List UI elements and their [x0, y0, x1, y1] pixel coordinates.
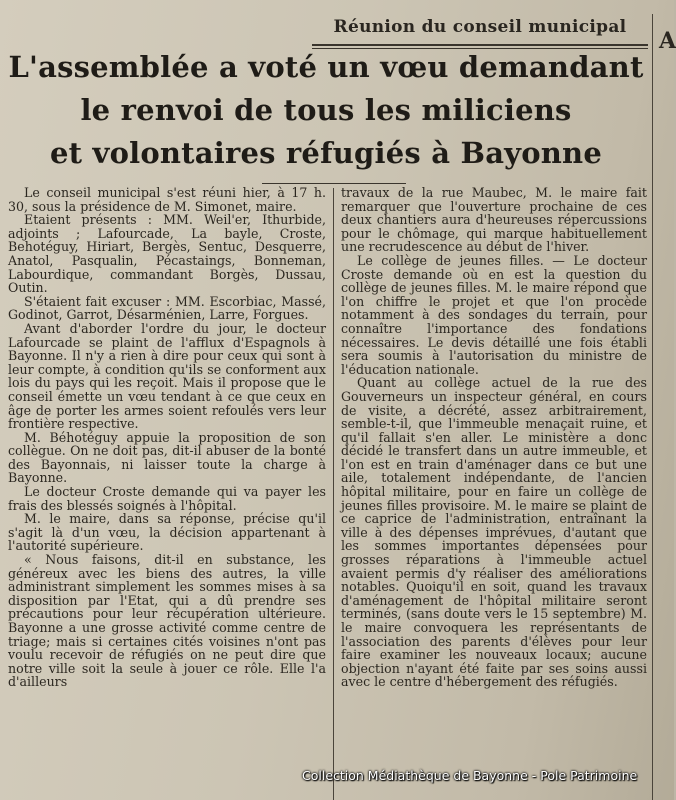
collection-credit: Collection Médiathèque de Bayonne - Pole Patrimoine	[302, 768, 638, 783]
paragraph: travaux de la rue Maubec, M. le maire fait remarquer que l'ouverture prochaine de ces deux chantiers aura d'heureuses répercussions pour le chômage, qui marque habituellement une recrudescence au début de l'hiver.	[341, 185, 647, 255]
adjacent-column-letter: A	[659, 28, 676, 54]
headline-rule	[262, 183, 406, 184]
section-heading: Réunion du conseil municipal	[312, 10, 648, 46]
paragraph: M. Béhotéguy appuie la proposition de son collègue. On ne doit pas, dit-il abuser de la bonté des Bayonnais, ni laisser toute la charge à Bayonne.	[8, 429, 326, 486]
headline-line: le renvoi de tous les miliciens	[80, 93, 572, 127]
paragraph: Etaient présents : MM. Weil'er, Ithurbide, adjoints ; Lafourcade, La bayle, Croste, Behotéguy, Hiriart, Bergès, Sentuc, Desquerre, Anatol, Pasqualin, Pécastaings, Bonneman, Labourdique, commandant Borgès, Dussau, Outin.	[8, 212, 326, 296]
paragraph: Avant d'aborder l'ordre du jour, le docteur Lafourcade se plaint de l'afflux d'Espagnols à Bayonne. Il n'y a rien à dire pour ceux qui sont à leur compte, à condition qu'ils se conforment aux lois du pays qui les reçoit. Mais il propose que le conseil émette un vœu tendant à ce que ceux en âge de porter les armes soient refoulés vers leur frontière respective.	[8, 320, 326, 432]
paragraph: Quant au collège actuel de la rue des Gouverneurs un inspecteur général, en cours de visite, a décrété, assez arbitrairement, semble-t-il, que l'immeuble menaçait ruine, et qu'il fallait s'en aller. Le ministère a donc décidé le transfert dans un autre immeuble, et l'on est en train d'aménager dans ce but une aile, totalement indépendante, de l'ancien hôpital militaire, pour en faire un collège de jeunes filles provisoire. M. le maire se plaint de ce caprice de l'administration, entraînant la ville à des dépenses imprévues, d'autant que les sommes importantes dépensées pour grosses réparations à l'immeuble actuel avaient permis d'y réaliser des améliorations notables. Quoiqu'il en soit, quand les travaux d'aménagement de l'hôpital militaire seront terminés, (sans doute vers le 15 septembre) M. le maire convoquera les représentants de l'association des parents d'élèves pour leur faire examiner les nouveaux locaux; aucune objection n'ayant été faite par ses soins aussi avec le centre d'hébergement des réfugiés.	[341, 375, 647, 690]
article-column-left	[8, 186, 326, 800]
article-column-right	[341, 186, 647, 800]
article-headline	[0, 46, 652, 175]
column-divider	[333, 188, 334, 800]
paragraph: Le conseil municipal s'est réuni hier, à 17 h. 30, sous la présidence de M. Simonet, maire.	[8, 185, 326, 214]
headline-line: L'assemblée a voté un vœu demandant	[8, 50, 644, 84]
headline-line: et volontaires réfugiés à Bayonne	[50, 136, 602, 170]
paragraph: « Nous faisons, dit-il en substance, les généreux avec les biens des autres, la ville administrant simplement les sommes mises à sa disposition par l'Etat, qui a dû prendre ses précautions pour leur récupération ultérieure. Bayonne a une grosse activité comme centre de triage; mais si certaines cités voisines n'ont pas voulu recevoir de réfugiés on ne peut dire que notre ville soit la seule à jouer ce rôle. Elle l'a d'ailleurs	[8, 552, 326, 690]
paragraph: S'étaient fait excuser : MM. Escorbiac, Massé, Godinot, Garrot, Désarménien, Larre, Forgues.	[8, 293, 326, 323]
paragraph: Le docteur Croste demande qui va payer les frais des blessés soignés à l'hôpital.	[8, 484, 326, 513]
adjacent-column-edge	[652, 14, 675, 800]
paragraph: M. le maire, dans sa réponse, précise qu'il s'agit là d'un vœu, la décision appartenant à l'autorité supérieure.	[8, 511, 326, 554]
paragraph: Le collège de jeunes filles. — Le docteur Croste demande où en est la question du collège de jeunes filles. M. le maire répond que l'on chiffre le projet et que l'on procède notamment à des sondages du terrain, pour connaître l'importance des fondations nécessaires. Le devis détaillé une fois établi sera soumis à l'autorisation du ministre de l'éducation nationale.	[341, 252, 647, 377]
